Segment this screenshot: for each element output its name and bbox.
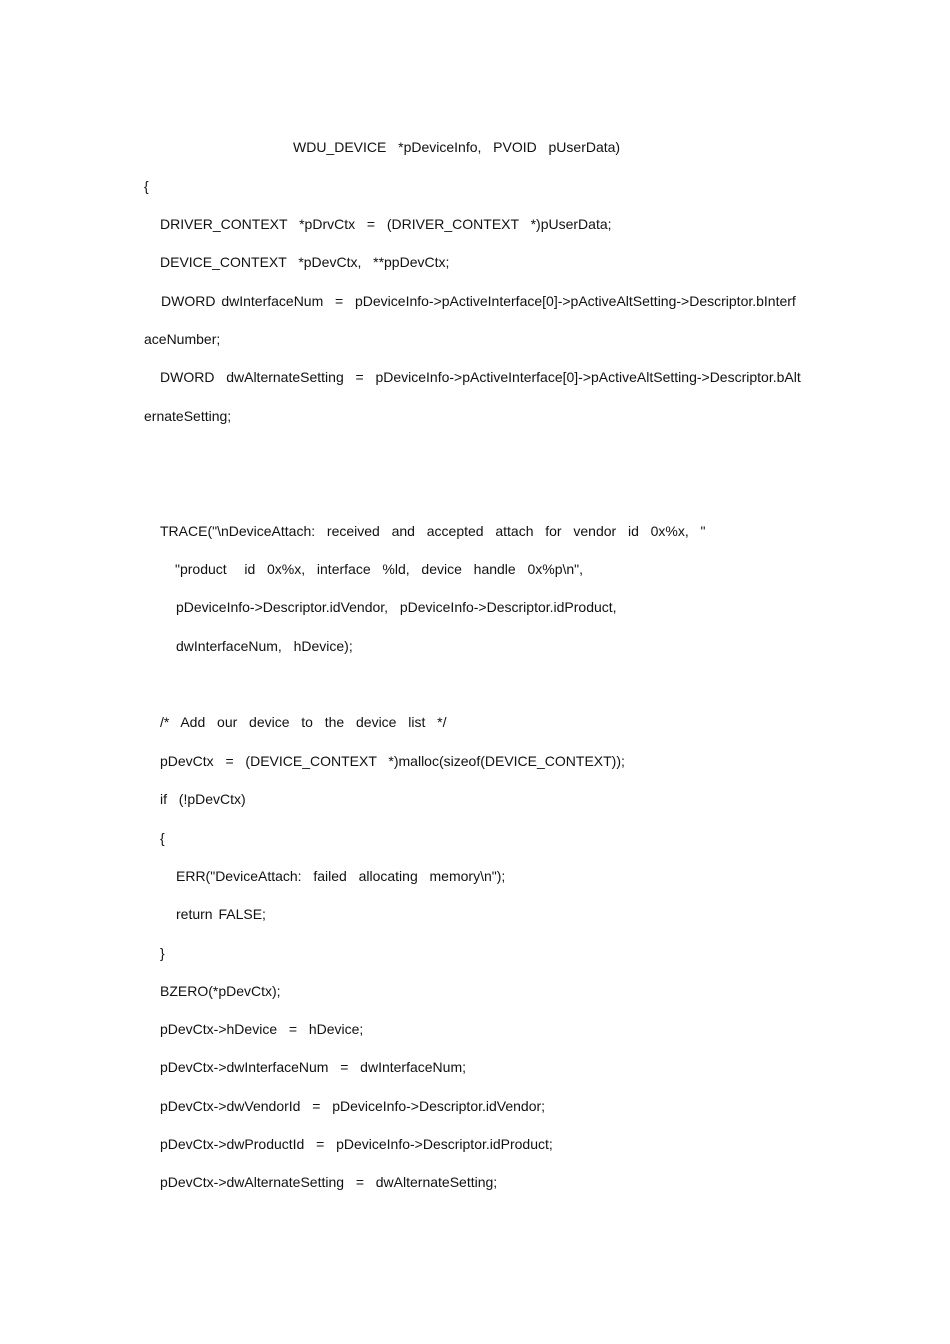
code-line: ernateSetting; [144,408,232,424]
code-line: DRIVER_CONTEXT *pDrvCtx = (DRIVER_CONTEXT *)pUserData; [160,216,612,232]
code-line: ERR("DeviceAttach: failed allocating memory\n"); [176,868,506,884]
code-line: pDevCtx->dwInterfaceNum = dwInterfaceNum; [160,1059,467,1075]
code-line: return FALSE; [176,906,266,922]
code-line: DWORD dwAlternateSetting = pDeviceInfo->pActiveInterface[0]->pActiveAltSetting->Descriptor.bAlt [160,369,801,385]
code-line: TRACE("\nDeviceAttach: received and accepted attach for vendor id 0x%x, " [160,523,706,539]
code-line: BZERO(*pDevCtx); [160,983,281,999]
code-line: } [160,945,165,961]
code-line: pDevCtx->hDevice = hDevice; [160,1021,364,1037]
code-line: pDevCtx->dwProductId = pDeviceInfo->Descriptor.idProduct; [160,1136,553,1152]
code-line: DEVICE_CONTEXT *pDevCtx, **ppDevCtx; [160,254,450,270]
code-line: pDevCtx->dwAlternateSetting = dwAlternateSetting; [160,1174,498,1190]
code-line: { [160,830,165,846]
code-line: "product id 0x%x, interface %ld, device handle 0x%p\n", [175,561,584,577]
code-line: { [144,178,149,194]
code-line: pDevCtx = (DEVICE_CONTEXT *)malloc(sizeof(DEVICE_CONTEXT)); [160,753,625,769]
code-line: pDevCtx->dwVendorId = pDeviceInfo->Descriptor.idVendor; [160,1098,546,1114]
code-line: aceNumber; [144,331,221,347]
code-line: DWORD dwInterfaceNum = pDeviceInfo->pActiveInterface[0]->pActiveAltSetting->Descriptor.bInterf [161,293,796,309]
code-line: if (!pDevCtx) [160,791,246,807]
code-line: WDU_DEVICE *pDeviceInfo, PVOID pUserData) [293,139,621,155]
code-line: pDeviceInfo->Descriptor.idVendor, pDeviceInfo->Descriptor.idProduct, [176,599,617,615]
code-line: dwInterfaceNum, hDevice); [176,638,353,654]
code-line: /* Add our device to the device list */ [160,714,447,730]
